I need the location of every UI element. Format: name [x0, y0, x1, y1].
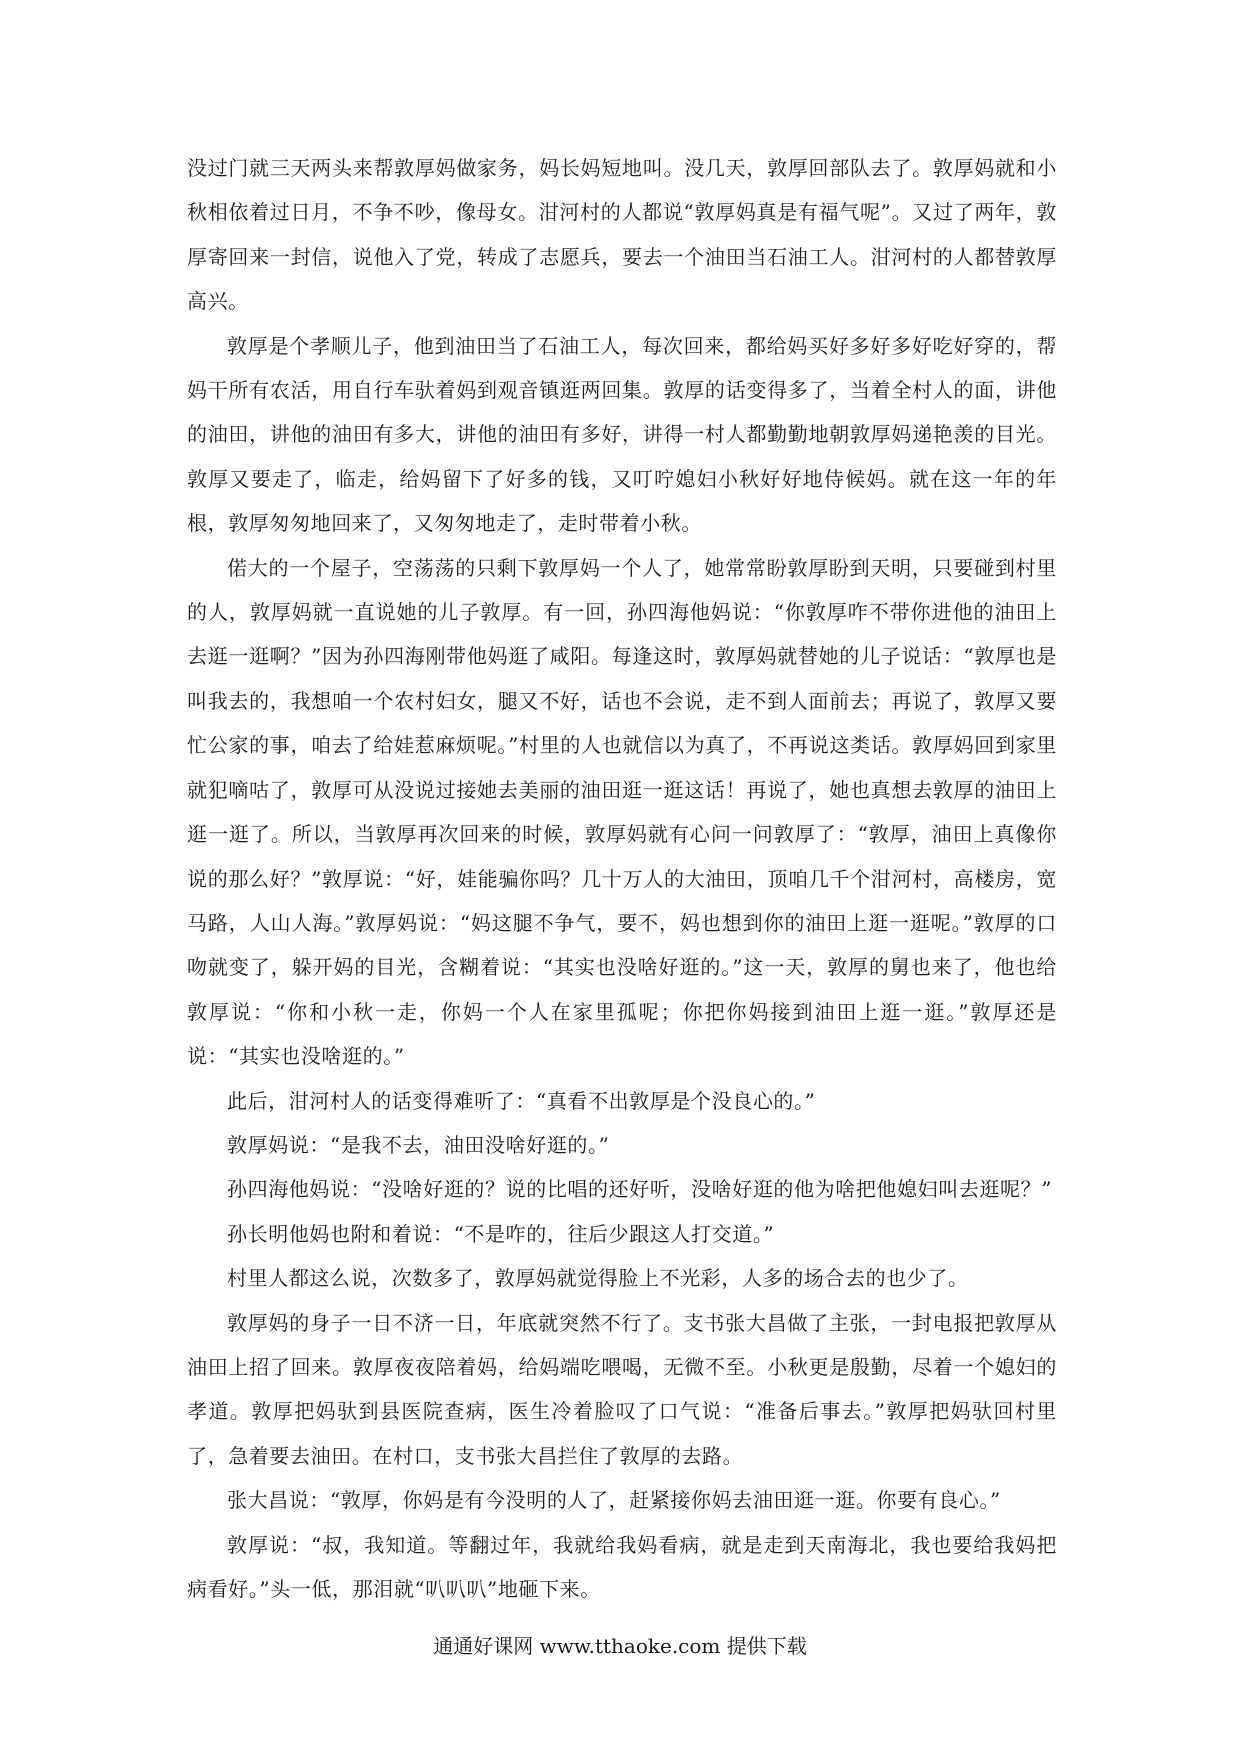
- paragraph-3: 偌大的一个屋子，空荡荡的只剩下敦厚妈一个人了，她常常盼敦厚盼到天明，只要碰到村里的人，敦厚妈就一直说她的儿子敦厚。有一回，孙四海他妈说：“你敦厚咋不带你进他的油田上去逛一逛啊？”因为孙四海刚带他妈逛了咸阳。每逢这时，敦厚妈就替她的儿子说话：“敦厚也是叫我去的，我想咱一个农村妇女，腿又不好，话也不会说，走不到人面前去；再说了，敦厚又要忙公家的事，咱去了给娃惹麻烦呢。”村里的人也就信以为真了，不再说这类话。敦厚妈回到家里就犯嘀咕了，敦厚可从没说过接她去美丽的油田逛一逛这话！再说了，她也真想去敦厚的油田上逛一逛了。所以，当敦厚再次回来的时候，敦厚妈就有心问一问敦厚了：“敦厚，油田上真像你说的那么好？”敦厚说：“好，娃能骗你吗？几十万人的大油田，顶咱几千个泔河村，高楼房，宽马路，人山人海。”敦厚妈说：“妈这腿不争气，要不，妈也想到你的油田上逛一逛呢。”敦厚的口吻就变了，躲开妈的目光，含糊着说：“其实也没啥好逛的。”这一天，敦厚的舅也来了，他也给敦厚说：“你和小秋一走，你妈一个人在家里孤呢；你把你妈接到油田上逛一逛。”敦厚还是说：“其实也没啥逛的。”: [187, 555, 1057, 1069]
- paragraph-7: 孙长明他妈也附和着说：“不是咋的，往后少跟这人打交道。”: [227, 1221, 775, 1246]
- paragraph-4: 此后，泔河村人的话变得难听了：“真看不出敦厚是个没良心的。”: [227, 1088, 816, 1113]
- paragraph-5: 敦厚妈说：“是我不去，油田没啥好逛的。”: [227, 1132, 610, 1157]
- article-body: [187, 146, 1057, 1611]
- paragraph-10: 张大昌说：“敦厚，你妈是有今没明的人了，赶紧接你妈去油田逛一逛。你要有良心。”: [227, 1488, 1001, 1513]
- paragraph-2: 敦厚是个孝顺儿子，他到油田当了石油工人，每次回来，都给妈买好多好多好吃好穿的，帮妈干所有农活，用自行车驮着妈到观音镇逛两回集。敦厚的话变得多了，当着全村人的面，讲他的油田，讲他的油田有多大，讲他的油田有多好，讲得一村人都勤勤地朝敦厚妈递艳羡的目光。敦厚又要走了，临走，给妈留下了好多的钱，又叮咛媳妇小秋好好地侍候妈。就在这一年的年根，敦厚匆匆地回来了，又匆匆地走了，走时带着小秋。: [187, 333, 1057, 536]
- paragraph-9: 敦厚妈的身子一日不济一日，年底就突然不行了。支书张大昌做了主张，一封电报把敦厚从油田上招了回来。敦厚夜夜陪着妈，给妈端吃喂喝，无微不至。小秋更是殷勤，尽着一个媳妇的孝道。敦厚把妈驮到县医院查病，医生冷着脸叹了口气说：“准备后事去。”敦厚把妈驮回村里了，急着要去油田。在村口，支书张大昌拦住了敦厚的去路。: [187, 1310, 1057, 1468]
- paragraph-6: 孙四海他妈说：“没啥好逛的？说的比唱的还好听，没啥好逛的他为啥把他媳妇叫去逛呢？”: [227, 1177, 1053, 1202]
- paragraph-1: 没过门就三天两头来帮敦厚妈做家务，妈长妈短地叫。没几天，敦厚回部队去了。敦厚妈就和小秋相依着过日月，不争不吵，像母女。泔河村的人都说“敦厚妈真是有福气呢”。又过了两年，敦厚寄回来一封信，说他入了党，转成了志愿兵，要去一个油田当石油工人。泔河村的人都替敦厚高兴。: [187, 156, 1057, 314]
- paragraph-11: 敦厚说：“叔，我知道。等翻过年，我就给我妈看病，就是走到天南海北，我也要给我妈把病看好。”头一低，那泪就“叭叭叭”地砸下来。: [187, 1532, 1057, 1601]
- page-footer: 通通好课网 www.tthaoke.com 提供下载: [433, 1634, 807, 1658]
- paragraph-8: 村里人都这么说，次数多了，敦厚妈就觉得脸上不光彩，人多的场合去的也少了。: [227, 1266, 969, 1291]
